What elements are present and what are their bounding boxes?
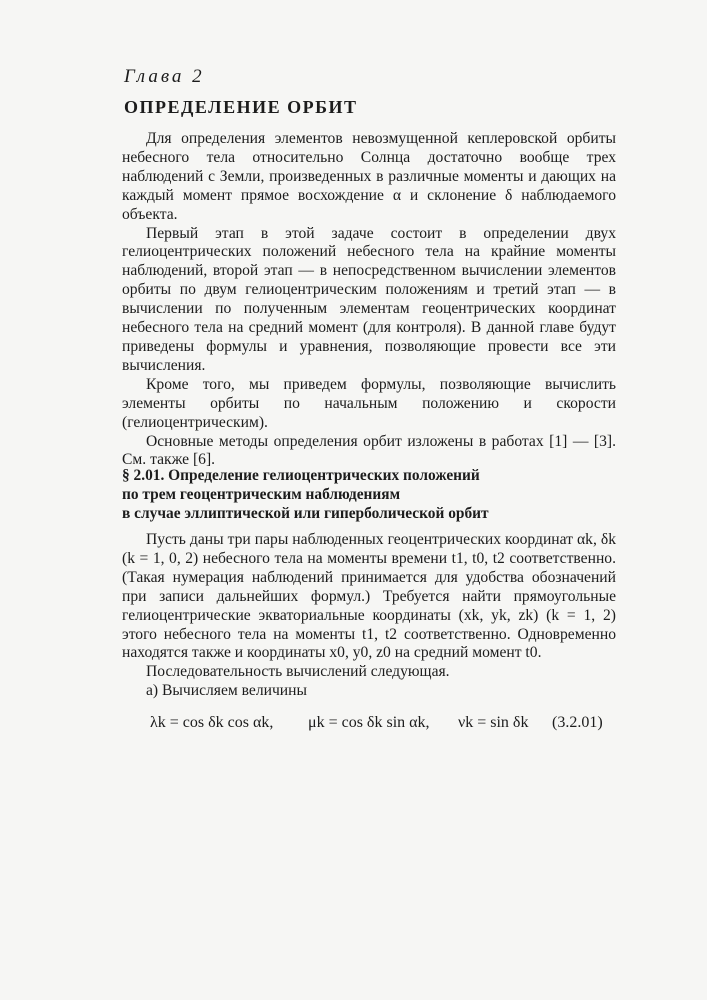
section-heading-line: по трем геоцентрическим наблюдениям [122, 486, 401, 503]
paragraph: Кроме того, мы приведем формулы, позволяющие вычислить элементы орбиты по начальным положению и скорости (гелиоцентрическим). [122, 375, 616, 431]
intro-text [122, 130, 616, 470]
section-heading-line: § 2.01. Определение гелиоцентрических положений [122, 467, 480, 484]
formula-lambda: λk = cos δk cos αk, [150, 714, 274, 731]
chapter-title: ОПРЕДЕЛЕНИЕ ОРБИТ [124, 97, 358, 117]
section-heading [122, 466, 616, 523]
paragraph: Основные методы определения орбит изложены в работах [1] — [3]. См. также [6]. [122, 432, 616, 469]
section-text [122, 531, 616, 701]
section-heading-line: в случае эллиптической или гиперболической орбит [122, 505, 489, 522]
formula-mu: μk = cos δk sin αk, [308, 714, 430, 731]
paragraph: Первый этап в этой задаче состоит в определении двух гелиоцентрических положений небесного тела на крайние моменты наблюдений, второй этап — в непосредственном вычислении элементов орбиты по двум гелиоцентрическим положениям и третий этап — в вычислении по полученным элементам геоцентрических координат небесного тела на средний момент (для контроля). В данной главе будут приведены формулы и уравнения, позволяющие провести все эти вычисления. [122, 224, 616, 374]
formula-nu: νk = sin δk [458, 714, 529, 731]
paragraph: Пусть даны три пары наблюденных геоцентрических координат αk, δk (k = 1, 0, 2) небесного тела на моменты времени t1, t0, t2 соответственно. (Такая нумерация наблюдений принимается для удобства обозначений при записи дальнейших формул.) Требуется найти прямоугольные гелиоцентрические экваториальные координаты (xk, yk, zk) (k = 1, 2) этого небесного тела на моменты t1, t2 соответственно. Одновременно находятся также и координаты x0, y0, z0 на средний момент t0. [122, 531, 616, 662]
formula-3-2-01 [150, 714, 620, 732]
paragraph: Последовательность вычислений следующая. [146, 663, 450, 681]
formula-number: (3.2.01) [552, 714, 603, 731]
chapter-label: Глава 2 [124, 66, 205, 87]
paragraph: Для определения элементов невозмущенной кеплеровской орбиты небесного тела относительно Солнца достаточно вообще трех наблюдений с Земли, произведенных в различные моменты и дающих на каждый момент прямое восхождение α и склонение δ наблюдаемого объекта. [122, 130, 616, 223]
step-a: а) Вычисляем величины [146, 682, 307, 700]
